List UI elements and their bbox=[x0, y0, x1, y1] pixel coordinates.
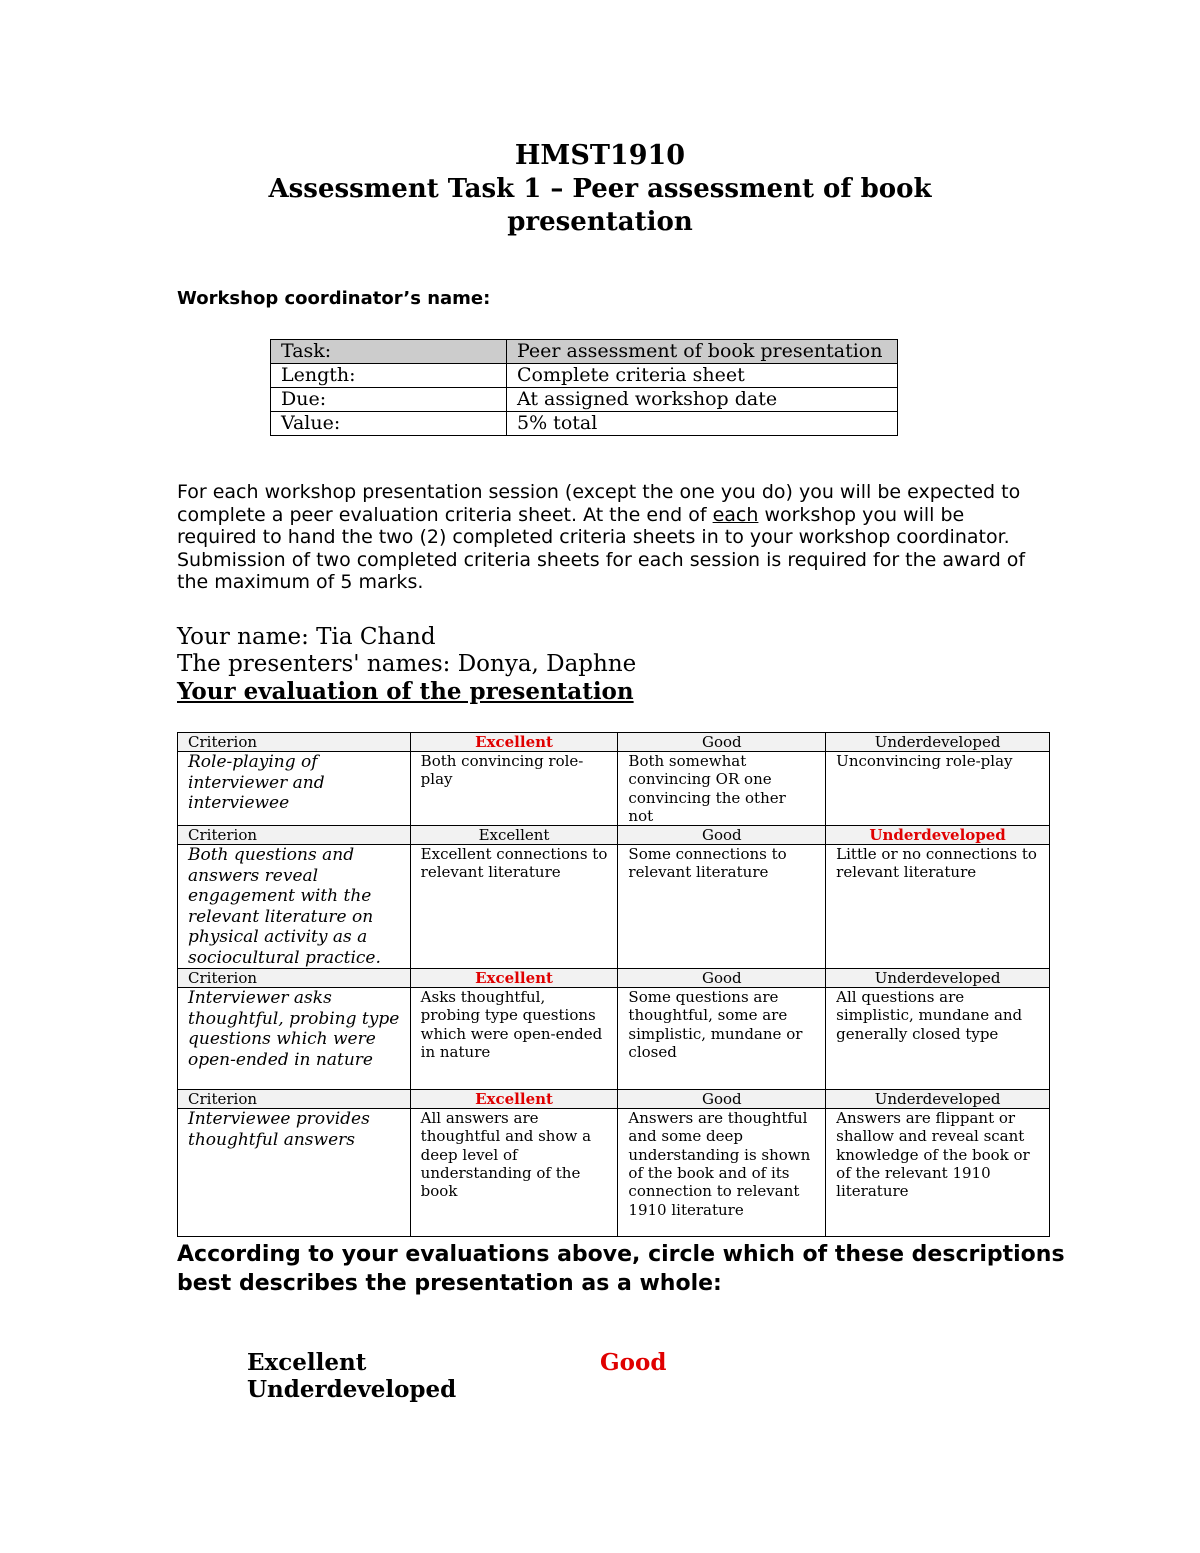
excellent-descriptor: Both convincing role-play bbox=[410, 752, 618, 826]
value-value: 5% total bbox=[507, 412, 898, 436]
underdeveloped-descriptor: Little or no connections to relevant literature bbox=[826, 845, 1050, 969]
presenters-line: The presenters' names: Donya, Daphne bbox=[177, 651, 637, 677]
criterion-header: Criterion bbox=[178, 733, 411, 752]
student-name-line: Your name: Tia Chand bbox=[177, 624, 436, 650]
rubric-table bbox=[177, 732, 1050, 1237]
underdeveloped-header[interactable]: Underdeveloped bbox=[826, 969, 1050, 988]
instructions-paragraph bbox=[177, 481, 1037, 594]
coordinator-label: Workshop coordinator’s name: bbox=[177, 288, 491, 309]
criterion-header: Criterion bbox=[178, 969, 411, 988]
task-details-table bbox=[270, 339, 898, 436]
excellent-descriptor: All answers are thoughtful and show a deep level of understanding of the book bbox=[410, 1109, 618, 1237]
criterion-description: Interviewer asks thoughtful, probing type questions which were open-ended in nature bbox=[178, 988, 411, 1090]
rubric-criterion-row bbox=[178, 845, 1050, 969]
intro-text: For each workshop presentation session (except the one you do) you will be expected to complete a peer evaluation criteria sheet. At the end of bbox=[177, 481, 1021, 526]
option-underdeveloped[interactable]: Underdeveloped bbox=[247, 1376, 457, 1403]
rubric-criterion-row bbox=[178, 988, 1050, 1090]
underdeveloped-descriptor: Answers are flippant or shallow and reveal scant knowledge of the book or of the relevant 1910 literature bbox=[826, 1109, 1050, 1237]
value-row bbox=[271, 412, 898, 436]
good-header[interactable]: Good bbox=[618, 969, 826, 988]
excellent-descriptor: Excellent connections to relevant literature bbox=[410, 845, 618, 969]
criterion-header: Criterion bbox=[178, 826, 411, 845]
due-row bbox=[271, 388, 898, 412]
good-descriptor: Answers are thoughtful and some deep understanding is shown of the book and of its connection to relevant 1910 literature bbox=[618, 1109, 826, 1237]
intro-emphasis: each bbox=[712, 503, 759, 526]
excellent-header[interactable]: Excellent bbox=[410, 1090, 618, 1109]
task-row bbox=[271, 340, 898, 364]
option-good[interactable]: Good bbox=[600, 1349, 667, 1376]
underdeveloped-descriptor: All questions are simplistic, mundane and generally closed type bbox=[826, 988, 1050, 1090]
rubric-header-row bbox=[178, 969, 1050, 988]
underdeveloped-descriptor: Unconvincing role-play bbox=[826, 752, 1050, 826]
rubric-header-row bbox=[178, 1090, 1050, 1109]
criterion-description: Role-playing of interviewer and interviewee bbox=[178, 752, 411, 826]
good-descriptor: Some connections to relevant literature bbox=[618, 845, 826, 969]
good-header[interactable]: Good bbox=[618, 1090, 826, 1109]
underdeveloped-header[interactable]: Underdeveloped bbox=[826, 826, 1050, 845]
evaluation-heading: Your evaluation of the presentation bbox=[177, 678, 634, 705]
rubric-criterion-row bbox=[178, 1109, 1050, 1237]
value-label: Value: bbox=[271, 412, 507, 436]
length-value: Complete criteria sheet bbox=[507, 364, 898, 388]
rubric-criterion-row bbox=[178, 752, 1050, 826]
good-header[interactable]: Good bbox=[618, 826, 826, 845]
good-descriptor: Some questions are thoughtful, some are simplistic, mundane or closed bbox=[618, 988, 826, 1090]
criterion-description: Interviewee provides thoughtful answers bbox=[178, 1109, 411, 1237]
overall-prompt: According to your evaluations above, circle which of these descriptions best describes the presentation as a whole: bbox=[177, 1242, 1065, 1296]
good-header[interactable]: Good bbox=[618, 733, 826, 752]
task-value: Peer assessment of book presentation bbox=[507, 340, 898, 364]
good-descriptor: Both somewhat convincing OR one convincing the other not bbox=[618, 752, 826, 826]
excellent-header[interactable]: Excellent bbox=[410, 733, 618, 752]
criterion-header: Criterion bbox=[178, 1090, 411, 1109]
underdeveloped-header[interactable]: Underdeveloped bbox=[826, 1090, 1050, 1109]
excellent-descriptor: Asks thoughtful, probing type questions which were open-ended in nature bbox=[410, 988, 618, 1090]
rubric-header-row bbox=[178, 826, 1050, 845]
criterion-description: Both questions and answers reveal engagement with the relevant literature on physical activity as a sociocultural practice. bbox=[178, 845, 411, 969]
task-label: Task: bbox=[271, 340, 507, 364]
course-code: HMST1910 bbox=[514, 140, 686, 171]
due-value: At assigned workshop date bbox=[507, 388, 898, 412]
due-label: Due: bbox=[271, 388, 507, 412]
intro-text-rest: workshop you will be required to hand the two (2) completed criteria sheets in to your workshop coordinator. Submission of two completed criteria sheets for each session is required for the award of the maximum of 5 marks. bbox=[177, 503, 1026, 594]
page-title: Assessment Task 1 – Peer assessment of book presentation bbox=[268, 174, 932, 237]
excellent-header[interactable]: Excellent bbox=[410, 969, 618, 988]
length-row bbox=[271, 364, 898, 388]
excellent-header[interactable]: Excellent bbox=[410, 826, 618, 845]
underdeveloped-header[interactable]: Underdeveloped bbox=[826, 733, 1050, 752]
option-excellent[interactable]: Excellent bbox=[247, 1349, 367, 1376]
length-label: Length: bbox=[271, 364, 507, 388]
rubric-header-row bbox=[178, 733, 1050, 752]
